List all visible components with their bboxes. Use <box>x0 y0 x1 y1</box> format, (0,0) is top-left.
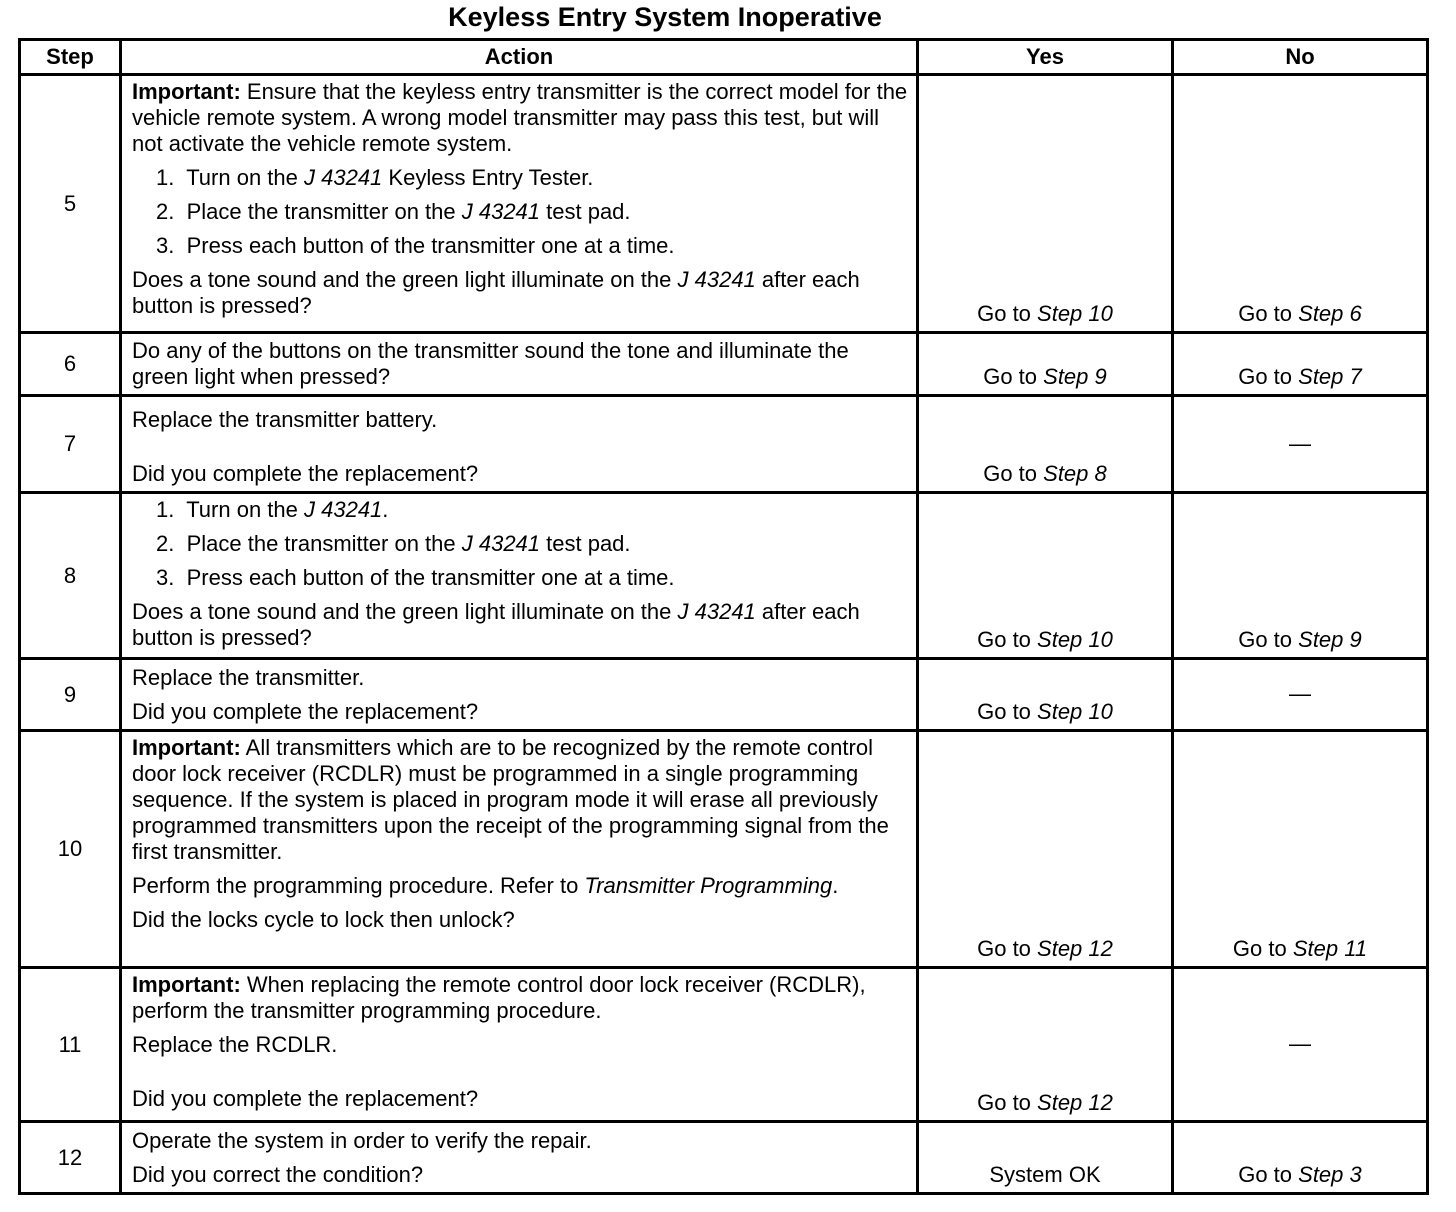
instruction: Replace the transmitter. <box>132 665 365 690</box>
no-action: Go to Step 11 <box>1173 731 1428 968</box>
no-action: Go to Step 7 <box>1173 333 1428 396</box>
list-item: 3. Press each button of the transmitter one at a time. <box>156 565 675 590</box>
question: Does a tone sound and the green light illuminate on the J 43241 after each button is pressed? <box>132 267 860 318</box>
list-item: 1. Turn on the J 43241. <box>156 497 389 522</box>
instruction: Replace the RCDLR. <box>132 1032 338 1057</box>
diagnostic-table <box>18 38 1429 1195</box>
question: Did you complete the replacement? <box>132 1086 479 1111</box>
yes-action: Go to Step 10 <box>918 659 1173 731</box>
action-cell <box>121 75 918 333</box>
col-header-yes: Yes <box>918 40 1173 75</box>
no-action: Go to Step 3 <box>1173 1122 1428 1194</box>
step-number: 7 <box>20 396 121 493</box>
step-number: 11 <box>20 968 121 1122</box>
action-cell <box>121 396 918 493</box>
table-row <box>20 333 1428 396</box>
list-item: 1. Turn on the J 43241 Keyless Entry Tester. <box>156 165 594 190</box>
col-header-no: No <box>1173 40 1428 75</box>
question: Did the locks cycle to lock then unlock? <box>132 907 515 932</box>
step-number: 8 <box>20 493 121 659</box>
important-note: Important: When replacing the remote control door lock receiver (RCDLR), perform the transmitter programming procedure. <box>132 972 866 1023</box>
step-number: 5 <box>20 75 121 333</box>
question: Do any of the buttons on the transmitter sound the tone and illuminate the green light when pressed? <box>132 338 849 389</box>
action-cell <box>121 1122 918 1194</box>
yes-action: Go to Step 9 <box>918 333 1173 396</box>
step-number: 6 <box>20 333 121 396</box>
table-row <box>20 731 1428 968</box>
reference-link: Transmitter Programming <box>584 873 833 898</box>
no-action: Go to Step 9 <box>1173 493 1428 659</box>
yes-action: Go to Step 12 <box>918 968 1173 1122</box>
instruction: Perform the programming procedure. Refer to Transmitter Programming. <box>132 873 839 898</box>
table-row <box>20 968 1428 1122</box>
no-action: Go to Step 6 <box>1173 75 1428 333</box>
table-row <box>20 659 1428 731</box>
action-cell <box>121 493 918 659</box>
table-row <box>20 493 1428 659</box>
step-number: 10 <box>20 731 121 968</box>
list-item: 2. Place the transmitter on the J 43241 test pad. <box>156 531 631 556</box>
question: Did you complete the replacement? <box>132 699 479 724</box>
no-action: — <box>1173 659 1428 731</box>
action-cell <box>121 968 918 1122</box>
question: Does a tone sound and the green light illuminate on the J 43241 after each button is pressed? <box>132 599 860 650</box>
table-row <box>20 1122 1428 1194</box>
page-title: Keyless Entry System Inoperative <box>448 2 882 32</box>
action-cell <box>121 731 918 968</box>
step-number: 9 <box>20 659 121 731</box>
header-row <box>20 40 1428 75</box>
col-header-step: Step <box>20 40 121 75</box>
no-action: — <box>1173 968 1428 1122</box>
step-number: 12 <box>20 1122 121 1194</box>
col-header-action: Action <box>121 40 918 75</box>
instruction: Operate the system in order to verify the repair. <box>132 1128 592 1153</box>
instruction: Replace the transmitter battery. <box>132 407 438 432</box>
action-cell <box>121 333 918 396</box>
important-note: Important: Ensure that the keyless entry transmitter is the correct model for the vehicle remote system. A wrong model transmitter may pass this test, but will not activate the vehicle remote system. <box>132 79 908 156</box>
list-item: 2. Place the transmitter on the J 43241 test pad. <box>156 199 631 224</box>
table-row <box>20 75 1428 333</box>
table-row <box>20 396 1428 493</box>
yes-action: System OK <box>918 1122 1173 1194</box>
yes-action: Go to Step 8 <box>918 396 1173 493</box>
important-note: Important: All transmitters which are to be recognized by the remote control door lock receiver (RCDLR) must be programmed in a single programming sequence. If the system is placed in program mode it will erase all previously programmed transmitters upon the receipt of the programming signal from the first transmitter. <box>132 735 889 864</box>
yes-action: Go to Step 10 <box>918 493 1173 659</box>
action-cell <box>121 659 918 731</box>
question: Did you complete the replacement? <box>132 461 479 486</box>
yes-action: Go to Step 12 <box>918 731 1173 968</box>
question: Did you correct the condition? <box>132 1162 424 1187</box>
yes-action: Go to Step 10 <box>918 75 1173 333</box>
no-action: — <box>1173 396 1428 493</box>
list-item: 3. Press each button of the transmitter one at a time. <box>156 233 675 258</box>
